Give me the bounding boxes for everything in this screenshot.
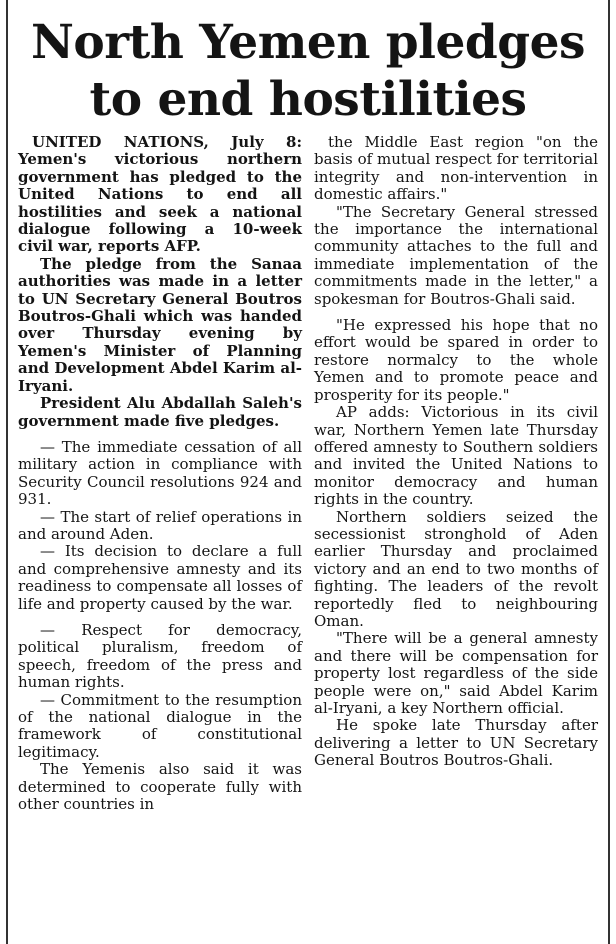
right-column xyxy=(314,134,598,813)
headline-line-2: to end hostilities xyxy=(89,72,527,127)
paragraph-dateline: UNITED NATIONS, July 8: Yemen's victorious northern government has pledged to the United Nations to end all hostilities and seek a national dialogue following a 10-week civil war, reports AFP. xyxy=(18,133,302,256)
paragraph: "The Secretary General stressed the importance the international community attaches to the full and immediate implementation of the commitments made in the letter," a spokesman for Boutros-Ghali said. xyxy=(314,202,598,308)
newspaper-clipping xyxy=(6,0,610,944)
paragraph: — Respect for democracy, political pluralism, freedom of speech, freedom of the press and human rights. xyxy=(18,620,302,692)
paragraph: AP adds: Victorious in its civil war, Northern Yemen late Thursday offered amnesty to Southern soldiers and invited the United Nations to monitor democracy and human rights in the country. xyxy=(314,403,598,509)
paragraph: President Alu Abdallah Saleh's government made five pledges. xyxy=(18,394,302,430)
paragraph: "He expressed his hope that no effort would be spared in order to restore normalcy to the whole Yemen and to promote peace and prosperity for its people." xyxy=(314,316,598,404)
paragraph: — The start of relief operations in and around Aden. xyxy=(18,507,302,543)
paragraph: "There will be a general amnesty and there will be compensation for property lost regardless of the side people were on," said Abdel Karim al-Iryani, a key Northern official. xyxy=(314,629,598,717)
paragraph: — The immediate cessation of all military action in compliance with Security Council resolutions 924 and 931. xyxy=(18,437,302,509)
headline xyxy=(8,14,608,128)
paragraph: — Its decision to declare a full and comprehensive amnesty and its readiness to compensate all losses of life and property caused by the war. xyxy=(18,542,302,613)
paragraph: — Commitment to the resumption of the national dialogue in the framework of constitutional legitimacy. xyxy=(18,690,302,761)
paragraph: the Middle East region "on the basis of mutual respect for territorial integrity and non-intervention in domestic affairs." xyxy=(314,133,598,204)
paragraph: He spoke late Thursday after delivering a letter to UN Secretary General Boutros Boutros-Ghali. xyxy=(314,716,598,770)
paragraph: The pledge from the Sanaa authorities was made in a letter to UN Secretary General Boutros Boutros-Ghali which was handed over Thursday evening by Yemen's Minister of Planning and Development Abdel Karim al-Iryani. xyxy=(18,254,302,395)
article-body xyxy=(18,134,598,813)
left-column xyxy=(18,134,302,813)
headline-line-1: North Yemen pledges xyxy=(30,15,586,70)
paragraph: The Yemenis also said it was determined to cooperate fully with other countries in xyxy=(18,760,302,814)
paragraph: Northern soldiers seized the secessionist stronghold of Aden earlier Thursday and proclaimed victory and an end to two months of fighting. The leaders of the revolt reportedly fled to neighbouring Oman. xyxy=(314,507,598,630)
